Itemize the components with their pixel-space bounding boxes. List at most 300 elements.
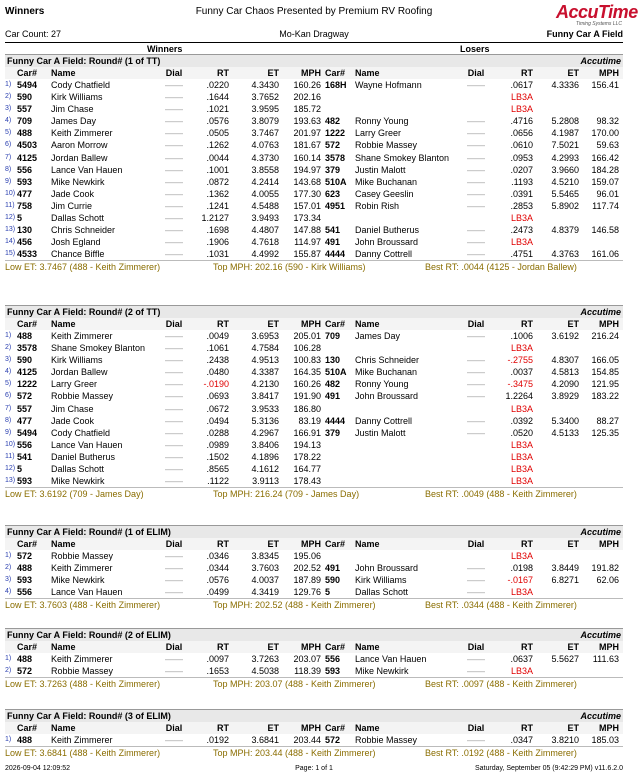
loser-car: 491 bbox=[325, 391, 341, 402]
column-header-dial: Dial bbox=[467, 539, 485, 549]
low-et: Low ET: 3.7467 (488 - Keith Zimmerer) bbox=[5, 262, 161, 273]
winner-name: Kirk Williams bbox=[51, 355, 103, 366]
row-number: 8) bbox=[5, 416, 12, 424]
winner-rt: .1061 bbox=[206, 343, 229, 354]
loser-car: 1222 bbox=[325, 128, 346, 139]
loser-mph: 170.00 bbox=[591, 128, 619, 139]
loser-name: Lance Van Hauen bbox=[355, 654, 427, 664]
loser-rt: .2473 bbox=[510, 225, 533, 236]
winner-et: 3.7652 bbox=[251, 92, 279, 103]
winner-car: 4125 bbox=[17, 152, 38, 163]
round-brand: Accutime bbox=[580, 527, 621, 537]
loser-rt: LB3A bbox=[510, 464, 533, 475]
column-header-et: ET bbox=[267, 723, 279, 733]
column-header-row bbox=[5, 318, 623, 330]
table-row bbox=[5, 79, 623, 91]
winner-dial: —— bbox=[165, 92, 183, 103]
winner-dial: —— bbox=[165, 587, 183, 598]
table-row bbox=[5, 354, 623, 366]
winner-car: 572 bbox=[17, 391, 33, 402]
winner-car: 488 bbox=[17, 563, 33, 574]
column-header-car: Car# bbox=[325, 68, 346, 78]
table-row bbox=[5, 127, 623, 139]
loser-dial: —— bbox=[467, 128, 485, 139]
winner-car: 488 bbox=[17, 735, 33, 745]
loser-dial: —— bbox=[467, 355, 485, 366]
winner-rt: .0505 bbox=[206, 128, 229, 139]
loser-et: 7.5021 bbox=[551, 140, 579, 151]
losers-label: Losers bbox=[460, 44, 490, 54]
column-header-et: ET bbox=[267, 319, 279, 329]
winner-mph: 202.52 bbox=[293, 563, 321, 574]
loser-et: 4.2993 bbox=[551, 152, 579, 163]
row-number: 1) bbox=[5, 81, 12, 88]
winner-name: Cody Chatfield bbox=[51, 80, 111, 90]
winner-mph: 118.39 bbox=[294, 666, 321, 677]
loser-rt: LB3A bbox=[510, 237, 533, 248]
winner-dial: —— bbox=[165, 140, 183, 151]
column-header-row bbox=[5, 722, 623, 734]
winner-dial: —— bbox=[165, 439, 183, 450]
row-number: 5) bbox=[5, 380, 12, 388]
loser-mph: 166.42 bbox=[591, 152, 619, 163]
loser-name: Larry Greer bbox=[355, 128, 402, 139]
winner-rt: .1122 bbox=[207, 476, 229, 487]
winner-rt: .0693 bbox=[206, 391, 229, 402]
column-header-dial: Dial bbox=[467, 68, 485, 78]
winner-mph: 194.97 bbox=[293, 164, 321, 175]
row-number: 4) bbox=[5, 117, 12, 125]
winner-name: Daniel Butherus bbox=[51, 451, 116, 462]
loser-rt: LB3A bbox=[510, 439, 533, 450]
loser-mph: 59.63 bbox=[596, 140, 619, 151]
loser-mph: 88.27 bbox=[596, 415, 619, 426]
column-header-name: Name bbox=[51, 642, 76, 652]
top-mph: Top MPH: 203.07 (488 - Keith Zimmerer) bbox=[213, 679, 376, 690]
loser-name: Kirk Williams bbox=[355, 575, 407, 586]
round-section bbox=[5, 305, 623, 500]
winner-mph: 160.14 bbox=[293, 152, 321, 163]
loser-car: 130 bbox=[325, 355, 341, 366]
table-row bbox=[5, 439, 623, 451]
winner-et: 4.3387 bbox=[251, 367, 279, 378]
row-number: 12) bbox=[5, 214, 16, 222]
winner-rt: .1241 bbox=[206, 200, 229, 211]
loser-rt: .0392 bbox=[510, 415, 533, 426]
loser-rt: .0391 bbox=[510, 188, 533, 199]
column-header-et: ET bbox=[267, 539, 279, 549]
row-number: 9) bbox=[5, 428, 12, 436]
winner-car: 4125 bbox=[17, 367, 38, 378]
loser-mph: 98.32 bbox=[596, 116, 619, 127]
column-header-mph: MPH bbox=[599, 319, 619, 329]
top-mph: Top MPH: 202.16 (590 - Kirk Williams) bbox=[213, 262, 366, 273]
round-title: Funny Car A Field: Round# (1 of TT) bbox=[7, 56, 161, 66]
loser-car: 491 bbox=[325, 237, 341, 248]
loser-mph: 183.22 bbox=[591, 391, 619, 402]
winner-mph: 202.16 bbox=[293, 92, 321, 103]
loser-et: 3.9660 bbox=[551, 164, 579, 175]
loser-car: 5 bbox=[325, 587, 331, 598]
table-row bbox=[5, 574, 623, 586]
column-header-name: Name bbox=[51, 319, 76, 329]
row-number: 1) bbox=[5, 736, 12, 743]
loser-mph: 121.95 bbox=[591, 379, 619, 390]
loser-et: 3.8449 bbox=[551, 563, 579, 574]
low-et: Low ET: 3.6192 (709 - James Day) bbox=[5, 489, 144, 500]
winner-dial: —— bbox=[165, 116, 183, 127]
winner-et: 4.3430 bbox=[251, 80, 279, 90]
winner-name: Chris Schneider bbox=[51, 225, 116, 236]
loser-rt: .4716 bbox=[510, 116, 533, 127]
winner-name: Robbie Massey bbox=[51, 551, 114, 561]
top-mph: Top MPH: 202.52 (488 - Keith Zimmerer) bbox=[213, 600, 376, 611]
winner-dial: —— bbox=[165, 80, 183, 90]
loser-dial: —— bbox=[467, 164, 485, 175]
winner-name: Jordan Ballew bbox=[51, 152, 108, 163]
loser-dial: —— bbox=[467, 367, 485, 378]
column-header-car: Car# bbox=[17, 539, 38, 549]
winner-et: 3.6841 bbox=[251, 735, 279, 745]
table-row bbox=[5, 366, 623, 378]
table-row bbox=[5, 236, 623, 248]
winner-rt: -.0190 bbox=[203, 379, 229, 390]
row-number: 3) bbox=[5, 105, 12, 113]
loser-rt: .4751 bbox=[510, 249, 533, 260]
column-header-et: ET bbox=[567, 723, 579, 733]
row-number: 13) bbox=[5, 226, 16, 234]
winner-rt: .0192 bbox=[206, 735, 229, 745]
column-header-name: Name bbox=[51, 68, 76, 78]
loser-dial: —— bbox=[467, 176, 485, 187]
column-header-name: Name bbox=[355, 642, 380, 652]
winner-car: 593 bbox=[17, 176, 33, 187]
winner-mph: 147.88 bbox=[293, 225, 321, 236]
loser-rt: LB3A bbox=[510, 587, 533, 598]
winner-dial: —— bbox=[165, 367, 183, 378]
row-number: 13) bbox=[5, 477, 16, 485]
winner-name: Mike Newkirk bbox=[51, 476, 105, 487]
winner-car: 5494 bbox=[17, 427, 38, 438]
loser-et: 4.8379 bbox=[551, 225, 579, 236]
winner-mph: 193.63 bbox=[293, 116, 321, 127]
footer-date: Saturday, September 05 (9:42:29 PM) v11.6.2.0 bbox=[475, 765, 623, 772]
winner-dial: —— bbox=[165, 415, 183, 426]
winner-rt: .0672 bbox=[206, 403, 229, 414]
winner-et: 4.1612 bbox=[251, 464, 279, 475]
column-header-rt: RT bbox=[217, 723, 229, 733]
winner-name: Dallas Schott bbox=[51, 213, 105, 224]
low-et: Low ET: 3.6841 (488 - Keith Zimmerer) bbox=[5, 748, 161, 759]
top-mph: Top MPH: 216.24 (709 - James Day) bbox=[213, 489, 360, 500]
round-summary bbox=[5, 260, 623, 273]
column-header-name: Name bbox=[51, 539, 76, 549]
loser-dial: —— bbox=[467, 80, 485, 90]
loser-rt: 1.2264 bbox=[505, 391, 533, 402]
loser-rt: .2853 bbox=[510, 200, 533, 211]
winner-rt: .0576 bbox=[206, 575, 229, 586]
loser-car: 379 bbox=[325, 427, 341, 438]
round-title: Funny Car A Field: Round# (1 of ELIM) bbox=[7, 527, 171, 537]
winner-dial: —— bbox=[165, 563, 183, 574]
loser-dial: —— bbox=[467, 654, 485, 664]
winner-dial: —— bbox=[165, 225, 183, 236]
loser-rt: .0637 bbox=[510, 654, 533, 664]
winner-dial: —— bbox=[165, 654, 183, 664]
loser-rt: LB3A bbox=[510, 403, 533, 414]
loser-dial: —— bbox=[467, 225, 485, 236]
round-section bbox=[5, 54, 623, 273]
loser-rt: LB3A bbox=[510, 476, 533, 487]
winner-dial: —— bbox=[165, 379, 183, 390]
column-header-mph: MPH bbox=[599, 68, 619, 78]
winner-car: 5 bbox=[17, 464, 23, 475]
loser-name: Mike Buchanan bbox=[355, 367, 418, 378]
loser-dial: —— bbox=[467, 587, 485, 598]
winner-mph: 83.19 bbox=[298, 415, 321, 426]
winner-car: 4503 bbox=[17, 140, 38, 151]
loser-et: 3.8210 bbox=[551, 735, 579, 745]
winner-et: 4.9513 bbox=[251, 355, 279, 366]
winner-et: 4.4992 bbox=[251, 249, 279, 260]
loser-rt: .0347 bbox=[510, 735, 533, 745]
winner-rt: .0499 bbox=[206, 587, 229, 598]
loser-name: John Broussard bbox=[355, 391, 419, 402]
loser-et: 4.3336 bbox=[551, 80, 579, 90]
best-rt: Best RT: .0044 (4125 - Jordan Ballew) bbox=[425, 262, 577, 273]
column-header-row bbox=[5, 67, 623, 79]
loser-rt: -.2755 bbox=[507, 355, 533, 366]
row-number: 1) bbox=[5, 655, 12, 662]
loser-name: Robbie Massey bbox=[355, 735, 418, 745]
winner-dial: —— bbox=[165, 735, 183, 745]
winner-mph: 185.72 bbox=[293, 104, 321, 115]
column-header-name: Name bbox=[51, 723, 76, 733]
winner-et: 4.5038 bbox=[251, 666, 279, 677]
column-header-rt: RT bbox=[217, 642, 229, 652]
table-row bbox=[5, 139, 623, 151]
winner-dial: —— bbox=[165, 476, 183, 487]
loser-rt: .0520 bbox=[510, 427, 533, 438]
winner-rt: .0344 bbox=[206, 563, 229, 574]
loser-rt: LB3A bbox=[510, 451, 533, 462]
winner-dial: —— bbox=[165, 200, 183, 211]
winner-dial: —— bbox=[165, 188, 183, 199]
winner-dial: —— bbox=[165, 331, 183, 341]
winner-mph: 203.44 bbox=[293, 735, 321, 745]
loser-et: 4.5133 bbox=[551, 427, 579, 438]
round-title-bar bbox=[5, 54, 623, 67]
winner-dial: —— bbox=[165, 666, 183, 677]
loser-car: 482 bbox=[325, 116, 341, 127]
winner-car: 1222 bbox=[17, 379, 38, 390]
table-row bbox=[5, 586, 623, 598]
row-number: 10) bbox=[5, 189, 16, 197]
winner-car: 572 bbox=[17, 551, 33, 561]
loser-rt: .0953 bbox=[510, 152, 533, 163]
loser-name: Ronny Young bbox=[355, 116, 409, 127]
row-number: 6) bbox=[5, 141, 12, 149]
column-header-row bbox=[5, 641, 623, 653]
loser-rt: .0037 bbox=[510, 367, 533, 378]
winner-rt: .1362 bbox=[206, 188, 229, 199]
column-header-dial: Dial bbox=[165, 319, 183, 329]
round-brand: Accutime bbox=[580, 307, 621, 317]
round-summary bbox=[5, 677, 623, 690]
winner-car: 5 bbox=[17, 213, 23, 224]
accutime-logo: AccuTime Timing Systems LLC bbox=[556, 2, 638, 27]
loser-car: 3578 bbox=[325, 152, 346, 163]
column-header-dial: Dial bbox=[165, 642, 183, 652]
report-header bbox=[5, 5, 623, 19]
column-header-dial: Dial bbox=[467, 723, 485, 733]
loser-name: Chris Schneider bbox=[355, 355, 420, 366]
winner-car: 593 bbox=[17, 476, 33, 487]
winner-dial: —— bbox=[165, 464, 183, 475]
winner-car: 709 bbox=[17, 116, 33, 127]
loser-car: 590 bbox=[325, 575, 341, 586]
winner-name: Keith Zimmerer bbox=[51, 563, 113, 574]
column-header-dial: Dial bbox=[165, 539, 183, 549]
table-row bbox=[5, 562, 623, 574]
winner-dial: —— bbox=[165, 343, 183, 354]
winner-et: 4.2414 bbox=[251, 176, 279, 187]
loser-et: 4.2090 bbox=[551, 379, 579, 390]
loser-mph: 216.24 bbox=[591, 331, 619, 341]
winner-et: 4.7618 bbox=[251, 237, 279, 248]
winner-mph: 166.91 bbox=[293, 427, 321, 438]
winner-car: 557 bbox=[17, 403, 33, 414]
loser-car: 709 bbox=[325, 331, 341, 341]
table-row bbox=[5, 403, 623, 415]
winner-mph: 106.28 bbox=[293, 343, 321, 354]
winner-mph: 177.30 bbox=[293, 188, 321, 199]
round-title-bar bbox=[5, 525, 623, 538]
track-name: Mo-Kan Dragway bbox=[279, 29, 349, 39]
loser-dial: —— bbox=[467, 563, 485, 574]
round-title: Funny Car A Field: Round# (2 of ELIM) bbox=[7, 630, 171, 640]
row-number: 11) bbox=[5, 452, 15, 460]
column-header-dial: Dial bbox=[165, 723, 183, 733]
row-number: 15) bbox=[5, 250, 16, 258]
loser-car: 482 bbox=[325, 379, 341, 390]
loser-mph: 166.05 bbox=[591, 355, 619, 366]
winner-car: 477 bbox=[17, 188, 33, 199]
winner-rt: .0989 bbox=[206, 439, 229, 450]
winner-car: 541 bbox=[17, 451, 33, 462]
loser-dial: —— bbox=[467, 152, 485, 163]
winner-name: Aaron Morrow bbox=[51, 140, 108, 151]
loser-et: 4.5813 bbox=[551, 367, 579, 378]
column-header-mph: MPH bbox=[301, 319, 321, 329]
loser-name: Daniel Butherus bbox=[355, 225, 420, 236]
round-summary bbox=[5, 598, 623, 611]
winner-et: 4.1896 bbox=[251, 451, 279, 462]
column-header-car: Car# bbox=[17, 723, 38, 733]
table-row bbox=[5, 212, 623, 224]
row-number: 9) bbox=[5, 177, 12, 185]
winner-et: 4.0763 bbox=[251, 140, 279, 151]
column-header-car: Car# bbox=[325, 642, 346, 652]
row-number: 11) bbox=[5, 201, 15, 209]
winner-et: 3.8558 bbox=[251, 164, 279, 175]
winner-et: 3.8079 bbox=[251, 116, 279, 127]
field-name: Funny Car A Field bbox=[546, 29, 623, 39]
winner-mph: 178.22 bbox=[293, 451, 321, 462]
winner-rt: .0097 bbox=[206, 654, 229, 664]
row-number: 1) bbox=[5, 332, 12, 339]
round-title-bar bbox=[5, 305, 623, 318]
winner-dial: —— bbox=[165, 575, 183, 586]
column-header-mph: MPH bbox=[301, 539, 321, 549]
winner-mph: 205.01 bbox=[293, 331, 321, 341]
winner-rt: .1906 bbox=[206, 237, 229, 248]
winner-name: Mike Newkirk bbox=[51, 176, 105, 187]
row-number: 10) bbox=[5, 440, 16, 448]
table-row bbox=[5, 115, 623, 127]
row-number: 4) bbox=[5, 368, 12, 376]
winner-rt: .1031 bbox=[206, 249, 229, 260]
winner-dial: —— bbox=[165, 403, 183, 414]
winner-car: 556 bbox=[17, 587, 33, 598]
winner-name: Josh Egland bbox=[51, 237, 101, 248]
table-row bbox=[5, 378, 623, 390]
round-summary bbox=[5, 487, 623, 500]
row-number: 5) bbox=[5, 129, 12, 137]
winner-name: Jade Cook bbox=[51, 188, 95, 199]
winner-name: Jim Chase bbox=[51, 403, 94, 414]
loser-name: Justin Malott bbox=[355, 427, 406, 438]
table-row bbox=[5, 248, 623, 260]
winner-name: Lance Van Hauen bbox=[51, 164, 123, 175]
winner-mph: 187.89 bbox=[293, 575, 321, 586]
winner-rt: .0044 bbox=[206, 152, 229, 163]
report-subheader bbox=[5, 29, 623, 41]
winner-mph: 114.97 bbox=[294, 237, 321, 248]
winner-name: Cody Chatfield bbox=[51, 427, 111, 438]
row-number: 7) bbox=[5, 153, 12, 161]
column-header-rt: RT bbox=[521, 539, 533, 549]
round-brand: Accutime bbox=[580, 711, 621, 721]
winner-rt: .1021 bbox=[206, 104, 229, 115]
loser-name: Justin Malott bbox=[355, 164, 406, 175]
winner-mph: 160.26 bbox=[293, 80, 321, 90]
loser-rt: LB3A bbox=[510, 551, 533, 561]
loser-dial: —— bbox=[467, 735, 485, 745]
winner-dial: —— bbox=[165, 355, 183, 366]
loser-car: 4951 bbox=[325, 200, 346, 211]
winner-name: Robbie Massey bbox=[51, 391, 114, 402]
loser-car: 572 bbox=[325, 140, 341, 151]
winner-mph: 164.35 bbox=[293, 367, 321, 378]
winner-rt: .2438 bbox=[206, 355, 229, 366]
loser-name: Danny Cottrell bbox=[355, 249, 413, 260]
winner-name: Dallas Schott bbox=[51, 464, 105, 475]
column-header-et: ET bbox=[567, 319, 579, 329]
loser-mph: 156.41 bbox=[591, 80, 619, 90]
loser-dial: —— bbox=[467, 140, 485, 151]
loser-dial: —— bbox=[467, 575, 485, 586]
column-header-mph: MPH bbox=[599, 723, 619, 733]
loser-name: Robbie Massey bbox=[355, 140, 418, 151]
winner-et: 3.8345 bbox=[251, 551, 279, 561]
winner-rt: .0480 bbox=[206, 367, 229, 378]
winner-name: Keith Zimmerer bbox=[51, 654, 113, 664]
column-header-name: Name bbox=[355, 539, 380, 549]
column-header-et: ET bbox=[267, 642, 279, 652]
row-number: 2) bbox=[5, 344, 12, 352]
winner-car: 572 bbox=[17, 666, 33, 677]
